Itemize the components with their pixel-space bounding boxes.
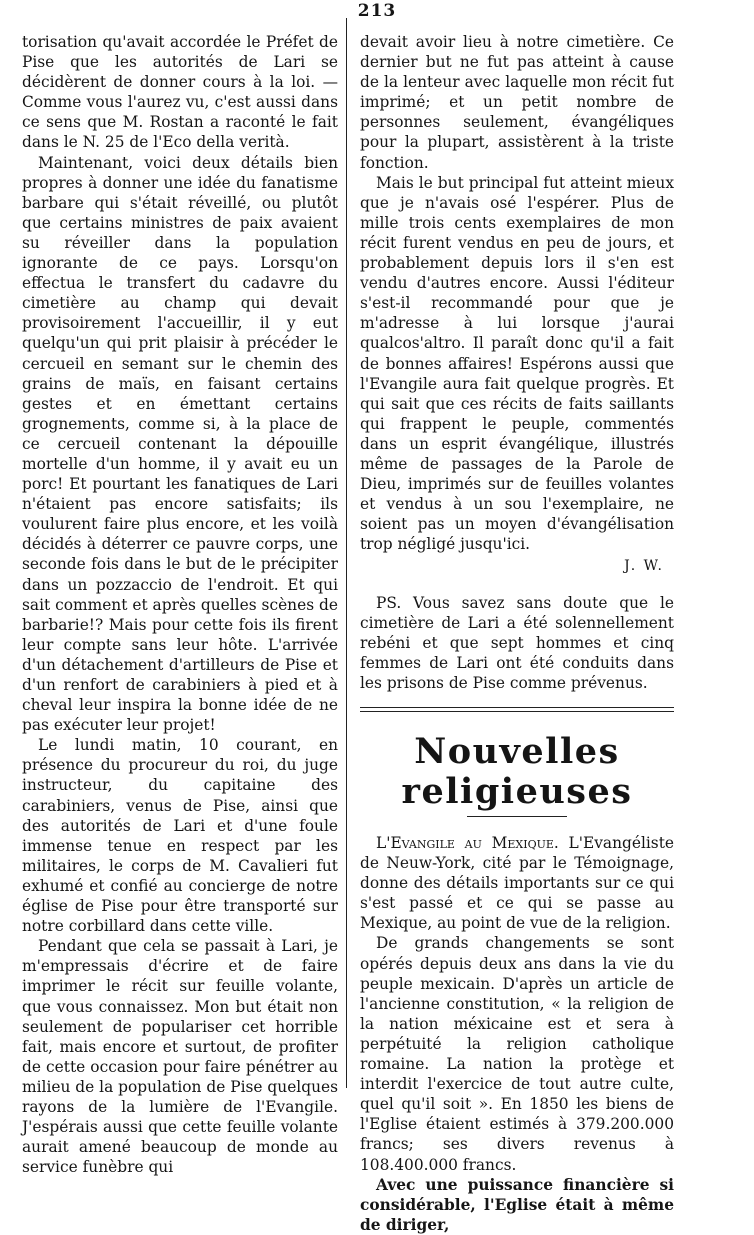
news-paragraph: L'Evangéliste de Neuw-York, cité par le Témoignage, donne des détails importants sur ce qui s'est passé et ce qui se passe au Mexique, au point de vue de la religion. (360, 834, 674, 933)
article-paragraph: Maintenant, voici deux détails bien propres à donner une idée du fanatisme barbare qui s'était réveillé, ou plutôt que certains ministres de paix avaient su réveiller dans la population ignorante de ce pays. Lorsqu'on effectua le transfert du cadavre du cimetière au champ qui devait provisoirement l'accueillir, il y eut quelqu'un qui prit plaisir à précéder le cercueil en semant sur le chemin des grains de maïs, en faisant certains gestes et en émettant certains grognements, comme si, à la place de ce cercueil contenant la dépouille mortelle d'un homme, il y avait eu un porc! Et pourtant les fanatiques de Lari n'étaient pas encore satisfaits; ils voulurent faire plus encore, et les voilà décidés à déterrer ce pauvre corps, une seconde fois dans le but de le précipiter dans un pozzaccio de l'endroit. Et qui sait comment et après quelles scènes de barbarie!? Mais pour cette fois ils firent leur compte sans leur hôte. L'arrivée d'un détachement d'artilleurs de Pise et d'un renfort de carabiniers à pied et à cheval leur inspira la bonne idée de ne pas exécuter leur projet! (22, 153, 338, 735)
section-title: Nouvelles religieuses (401, 731, 633, 812)
article-paragraph: Mais le but principal fut atteint mieux que je n'avais osé l'espérer. Plus de mille trois cents exemplaires de mon récit furent vendus en peu de jours, et probablement depuis lors il s'en est vendu d'autres encore. Aussi l'éditeur s'est-il recommandé pour que je m'adresse à lui lorsque j'aurai qualcos'altro. Il paraît donc qu'il a fait de bonnes affaires! Espérons aussi que l'Evangile aura fait quelque progrès. Et qui sait que ces récits de faits saillants qui frappent le peuple, commentés dans un esprit évangélique, illustrés même de passages de la Parole de Dieu, imprimés sur de feuilles volantes et vendus à un sou l'exemplaire, ne soient pas un moyen d'évangélisation trop négligé jusqu'ici. (360, 173, 674, 554)
article-paragraph: Pendant que cela se passait à Lari, je m'empressais d'écrire et de faire imprimer le récit sur feuille volante, que vous connaissez. Mon but était non seulement de populariser cet horrible fait, mais encore et surtout, de profiter de cette occasion pour faire pénétrer au milieu de la population de Pise quelques rayons de la lumière de l'Evangile. J'espérais aussi que cette feuille volante aurait amené beaucoup de monde au service funèbre qui (22, 937, 338, 1177)
news-paragraph: De grands changements se sont opérés depuis deux ans dans la vie du peuple mexicain. D'après un article de l'ancienne constitution, « la religion de la nation méxicaine est et sera à perpétuité la religion catholique romaine. La nation la protège et interdit l'exercice de tout autre culte, quel qu'il soit ». En 1850 les biens de l'Eglise étaient estimés à 379.200.000 francs; ses divers revenus à 108.400.000 francs. (360, 934, 674, 1174)
signature: J. W. (624, 558, 664, 575)
column-divider (346, 18, 347, 1088)
section-divider (360, 707, 674, 712)
left-column (22, 32, 338, 1177)
article-paragraph: Le lundi matin, 10 courant, en présence du procureur du roi, du juge instructeur, du capitaine des carabiniers, venus de Pise, ainsi que des autorités de Lari et d'une foule immense tenue en respect par les militaires, le corps de M. Cavalieri fut exhumé et confié au concierge de notre église de Pise pour être transporté sur notre corbillard dans cette ville. (22, 736, 338, 936)
news-paragraph: Avec une puissance financière si considérable, l'Eglise était à même de diriger, (360, 1175, 674, 1234)
page-number: 213 (357, 1, 397, 21)
right-column (360, 32, 674, 1235)
news-heading: L'Evangile au Mexique. (376, 834, 559, 852)
title-underline (467, 816, 567, 817)
postscript: PS. Vous savez sans doute que le cimetière de Lari a été solennellement rebéni et que sept hommes et cinq femmes de Lari ont été conduits dans les prisons de Pise comme prévenus. (360, 593, 674, 692)
article-paragraph: torisation qu'avait accordée le Préfet de Pise que les autorités de Lari se décidèrent de donner cours à la loi. — Comme vous l'aurez vu, c'est aussi dans ce sens que M. Rostan a raconté le fait dans le N. 25 de l'Eco della verità. (22, 33, 338, 152)
article-paragraph: devait avoir lieu à notre cimetière. Ce dernier but ne fut pas atteint à cause de la lenteur avec laquelle mon récit fut imprimé; et un petit nombre de personnes seulement, évangéliques pour la plupart, assistèrent à la triste fonction. (360, 33, 674, 172)
news-item (360, 833, 674, 933)
